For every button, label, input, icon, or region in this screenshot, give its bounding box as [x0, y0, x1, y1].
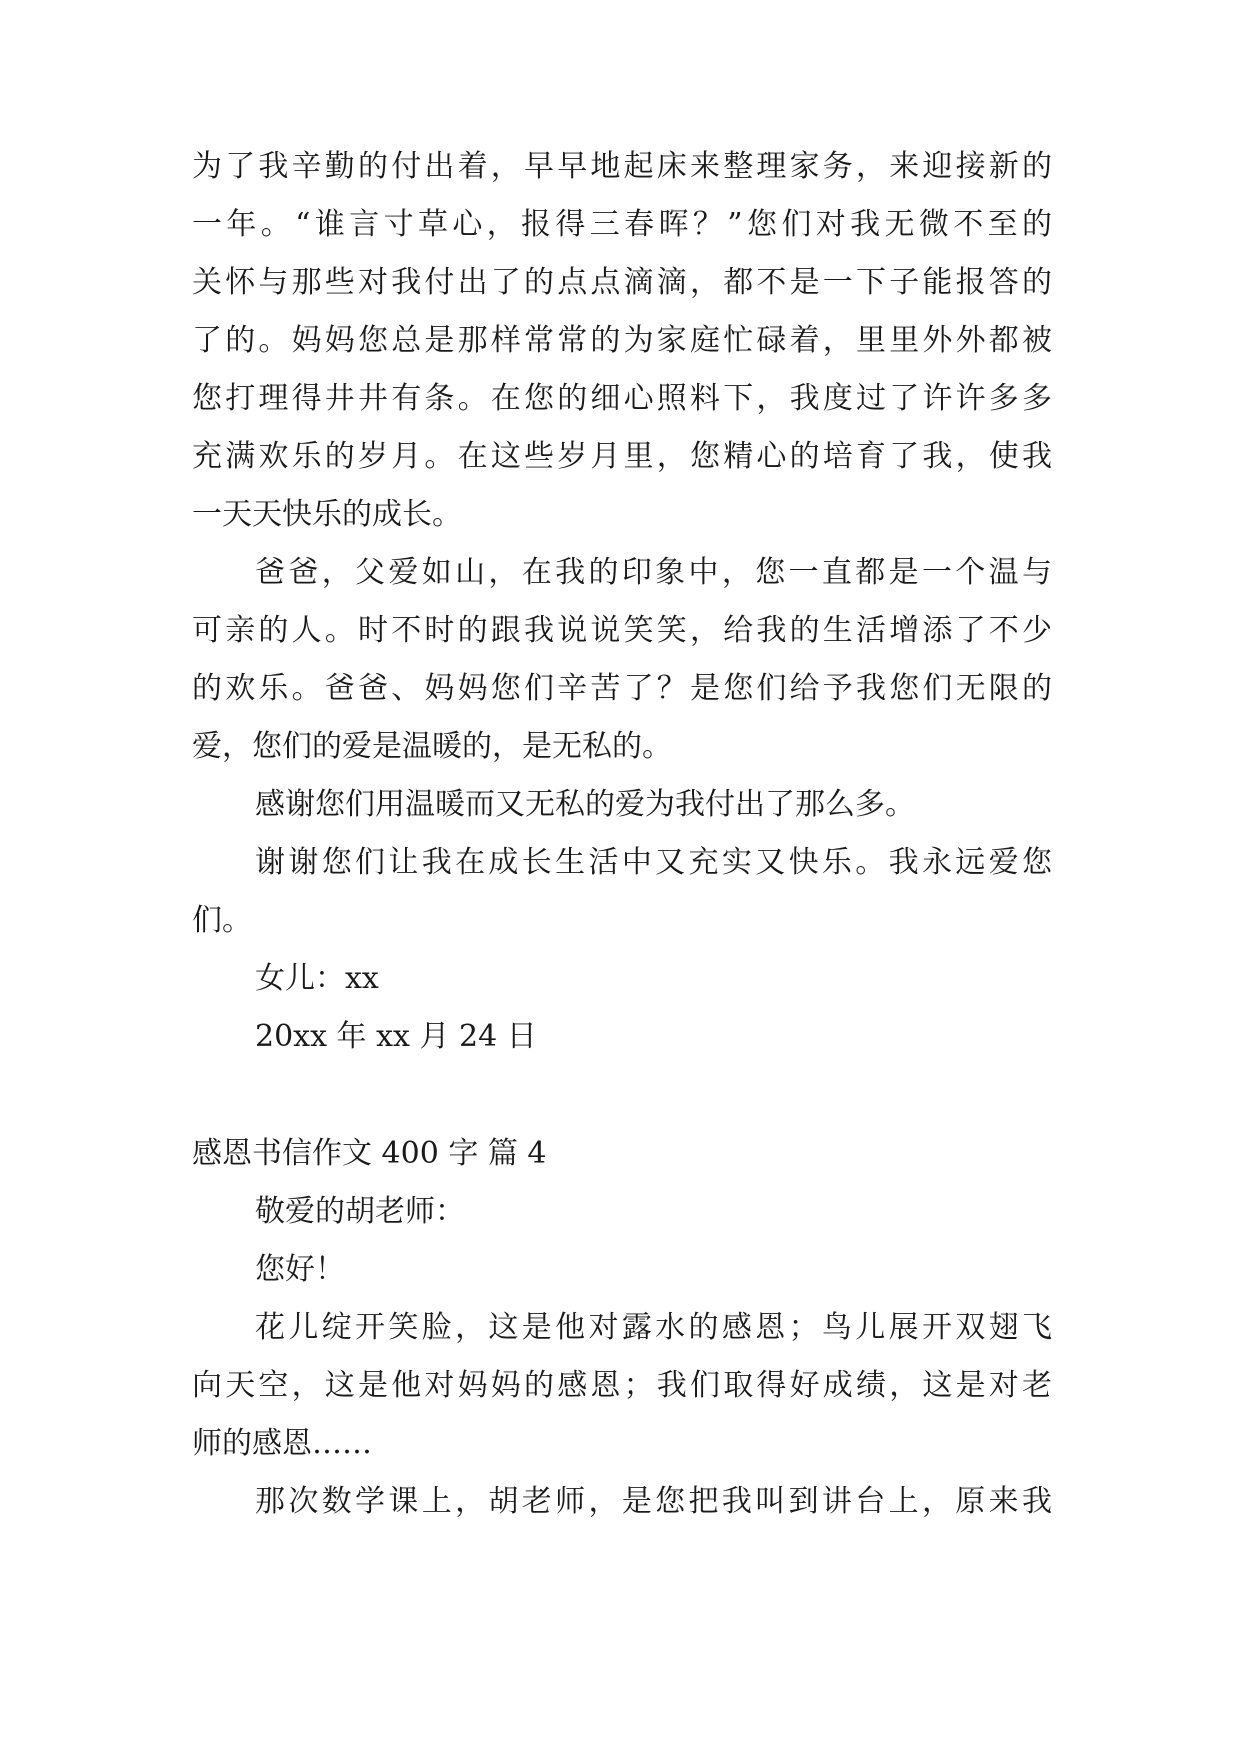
text-line: 充满欢乐的岁月。在这些岁月里，您精心的培育了我，使我 — [192, 439, 1052, 474]
text-line: 您打理得井井有条。在您的细心照料下，我度过了许许多多 — [192, 381, 1052, 416]
section-heading: 感恩书信作文 400 字 篇 4 — [192, 1136, 547, 1171]
greeting-line: 您好！ — [255, 1252, 345, 1287]
text-line: 师的感恩…… — [192, 1426, 372, 1461]
text-line: 爱，您们的爱是温暖的，是无私的。 — [192, 729, 672, 764]
text-line: 为了我辛勤的付出着，早早地起床来整理家务，来迎接新的 — [192, 149, 1052, 184]
text-line: 关怀与那些对我付出了的点点滴滴，都不是一下子能报答的 — [192, 265, 1052, 300]
text-line: 那次数学课上，胡老师，是您把我叫到讲台上，原来我 — [255, 1484, 1052, 1519]
text-line: 的欢乐。爸爸、妈妈您们辛苦了？是您们给予我您们无限的 — [192, 671, 1052, 706]
text-line: 一天天快乐的成长。 — [192, 497, 462, 532]
text-line: 爸爸，父爱如山，在我的印象中，您一直都是一个温与 — [255, 555, 1052, 590]
salutation-line: 敬爱的胡老师： — [255, 1194, 465, 1229]
text-line: 向天空，这是他对妈妈的感恩；我们取得好成绩，这是对老 — [192, 1368, 1052, 1403]
text-line: 感谢您们用温暖而又无私的爱为我付出了那么多。 — [255, 787, 915, 822]
text-line: 了的。妈妈您总是那样常常的为家庭忙碌着，里里外外都被 — [192, 323, 1052, 358]
text-line: 谢谢您们让我在成长生活中又充实又快乐。我永远爱您 — [255, 845, 1052, 880]
text-line: 可亲的人。时不时的跟我说说笑笑，给我的生活增添了不少 — [192, 613, 1052, 648]
signature-line: 女儿：xx — [255, 961, 379, 996]
text-line: 花儿绽开笑脸，这是他对露水的感恩；鸟儿展开双翅飞 — [255, 1310, 1052, 1345]
date-line: 20xx 年 xx 月 24 日 — [255, 1019, 537, 1054]
text-line: 们。 — [192, 903, 252, 938]
text-line: 一年。“谁言寸草心，报得三春晖？”您们对我无微不至的 — [192, 207, 1052, 242]
